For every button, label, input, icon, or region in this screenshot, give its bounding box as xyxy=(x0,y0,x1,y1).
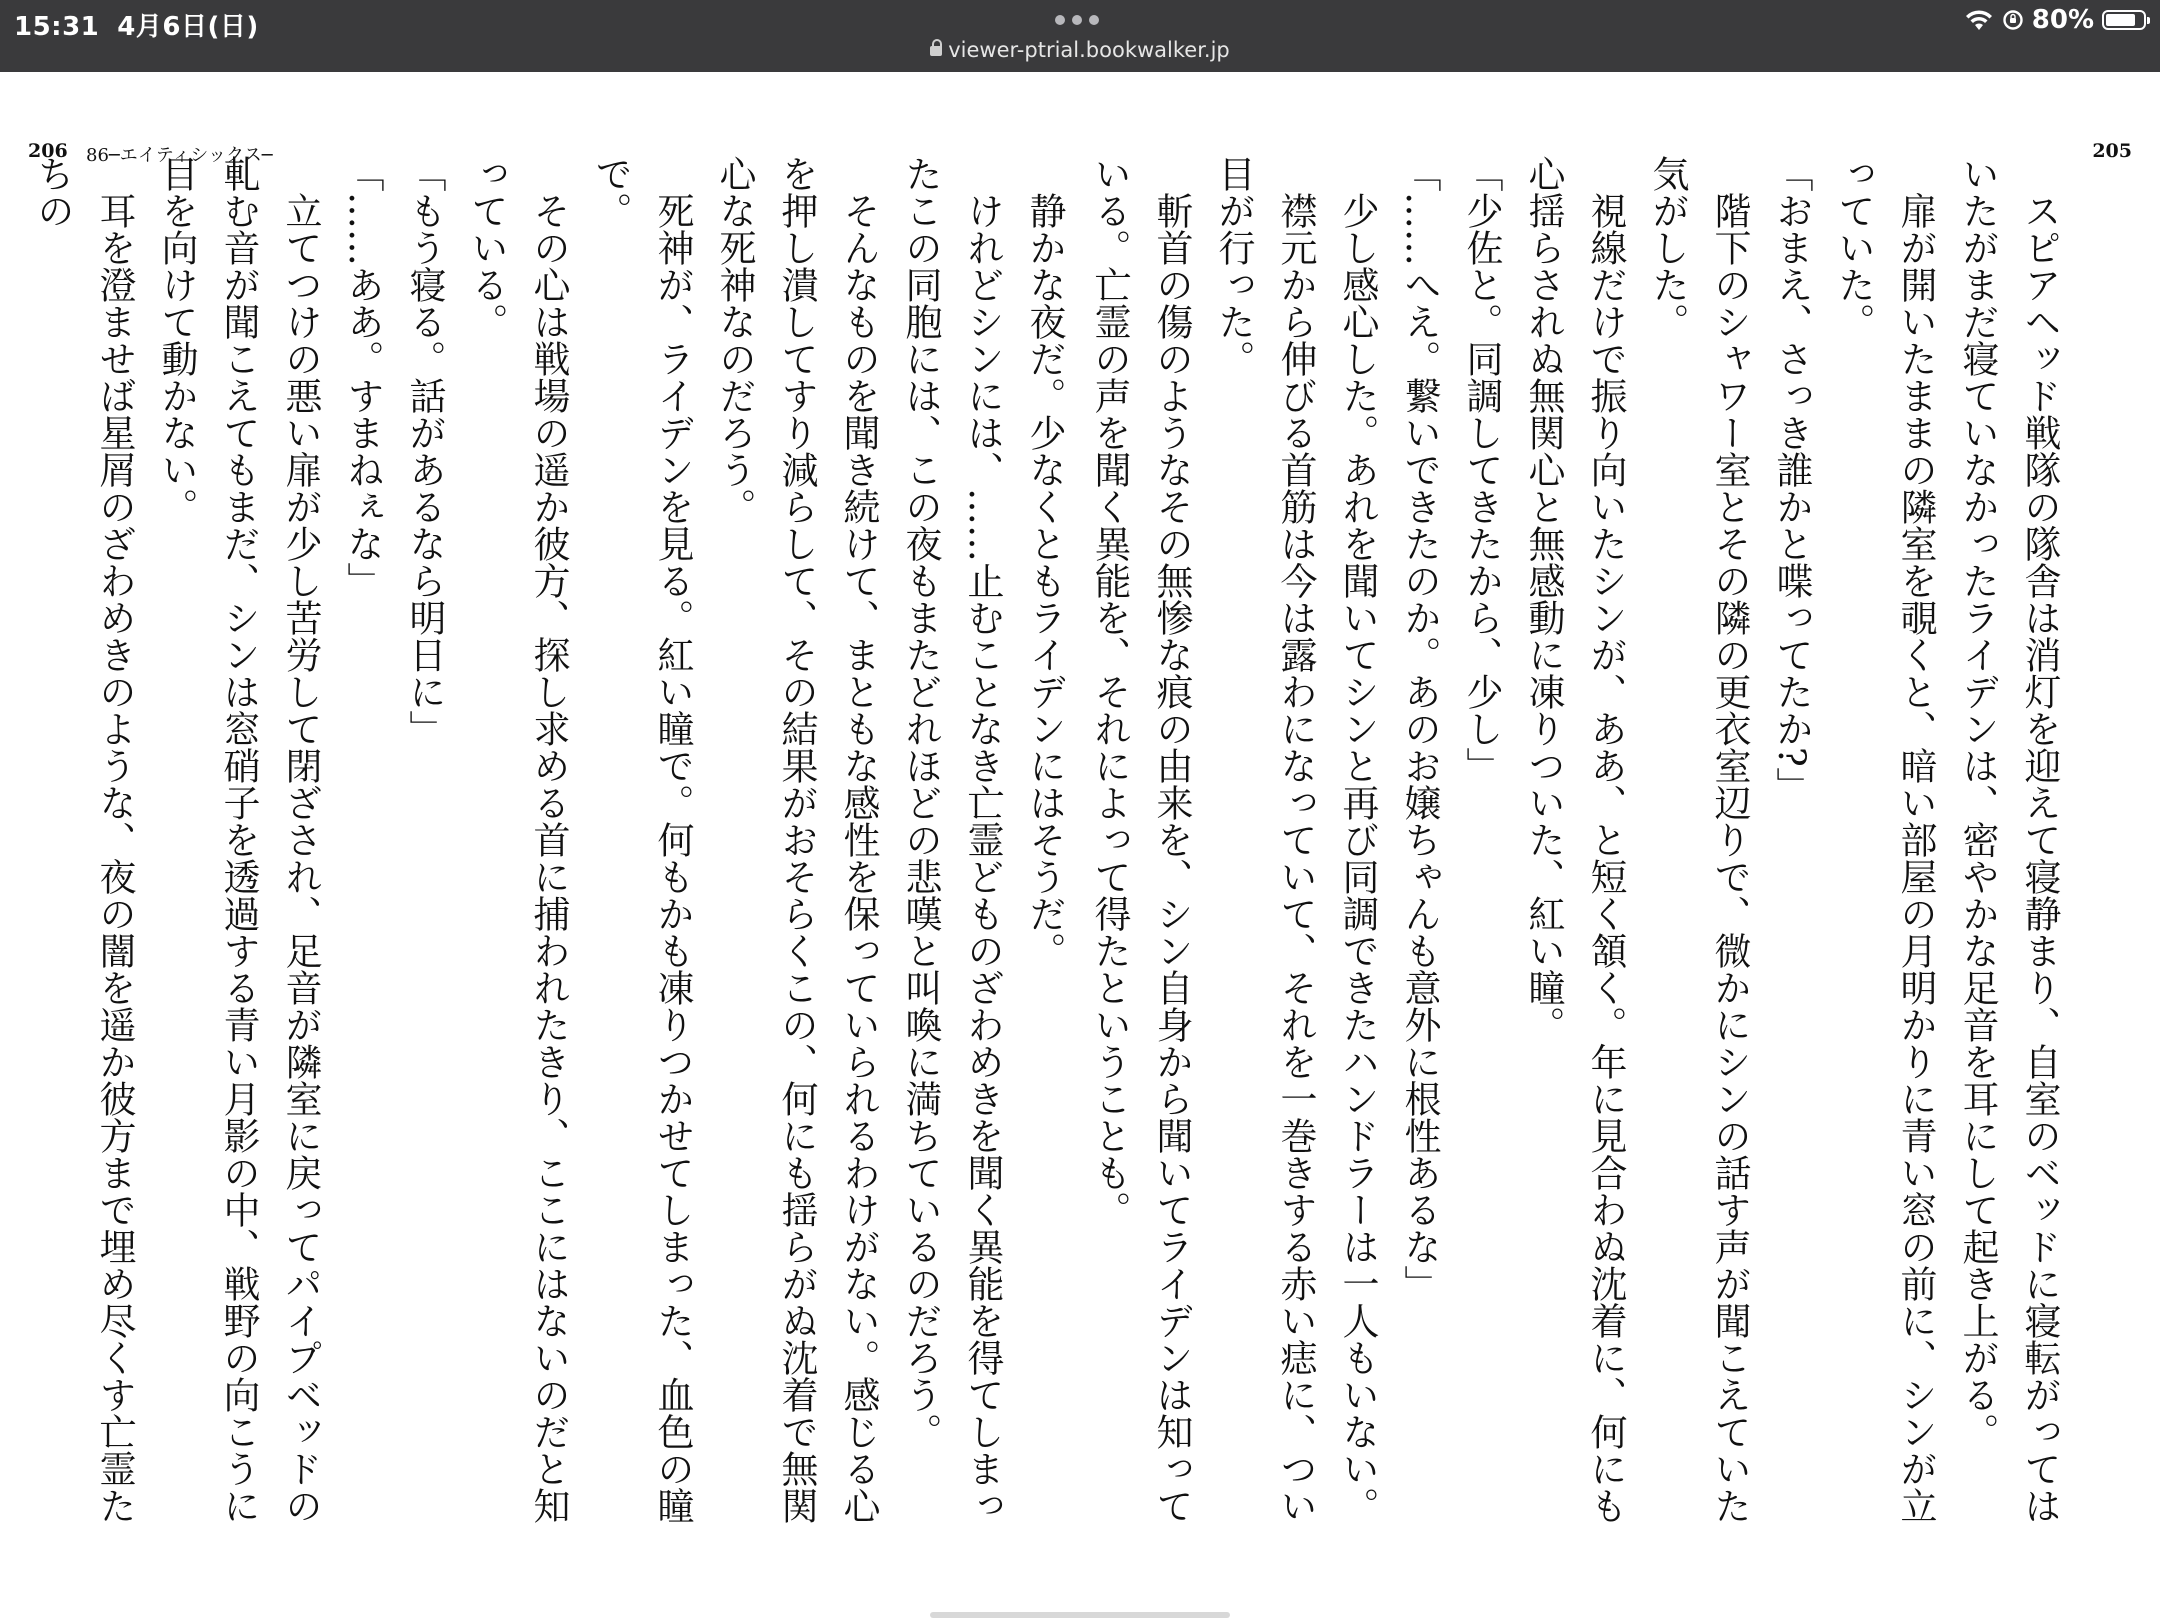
home-indicator[interactable] xyxy=(930,1612,1230,1618)
status-indicators xyxy=(1964,5,2146,35)
status-date-text: 4月6日(日) xyxy=(117,12,259,42)
paragraph: 扉が開いたままの隣室を覗くと、暗い部屋の月明かりに青い窓の前に、シンが立っていた。 xyxy=(1832,155,1937,1524)
paragraph: 「……ああ。すまねぇな」 xyxy=(341,155,384,599)
left-page-number: 206 xyxy=(28,140,68,162)
right-page-number: 205 xyxy=(2092,140,2132,162)
paragraph: 静かな夜だ。少なくともライデンにはそうだ。 xyxy=(1023,192,1066,969)
paragraph: 階下のシャワー室とその隣の更衣室辺りで、微かにシンの話す声が聞こえていた気がした。 xyxy=(1646,155,1751,1524)
status-bar xyxy=(0,0,2160,72)
paragraph: 襟元から伸びる首筋は今は露わになっていて、それを一巻きする赤い痣に、つい目が行った。 xyxy=(1212,155,1317,1524)
url-bar[interactable] xyxy=(0,38,2160,62)
paragraph: 「もう寝る。話があるなら明日に」 xyxy=(403,155,446,747)
wifi-icon xyxy=(1964,8,1994,32)
status-time-text: 15:31 xyxy=(14,12,100,42)
paragraph: 死神が、ライデンを見る。紅い瞳で。何もかも凍りつかせてしまった、血色の瞳で。 xyxy=(589,155,694,1524)
lock-icon xyxy=(930,46,942,56)
paragraph: 斬首の傷のようなその無惨な痕の由来を、シン自身から聞いてライデンは知っている。亡霊の声を聞く異能を、それによって得たということも。 xyxy=(1088,155,1193,1524)
paragraph: 視線だけで振り向いたシンが、ああ、と短く頷く。年に見合わぬ沈着に、何にも心揺らされぬ無関心と無感動に凍りついた、紅い瞳。 xyxy=(1522,155,1627,1524)
multitasking-dots-icon[interactable] xyxy=(1055,15,1099,25)
paragraph: 「少佐と。同調してきたから、少し」 xyxy=(1460,155,1503,784)
battery-fill xyxy=(2106,14,2135,26)
book-title: 86─エイティシックス─ xyxy=(86,145,273,166)
paragraph: けれどシンには、……止むことなき亡霊どものざわめきを聞く異能を得てしまったこの同胞には、この夜もまたどれほどの悲嘆と叫喚に満ちているのだろう。 xyxy=(899,155,1004,1524)
paragraph: そんなものを聞き続けて、まともな感性を保っていられるわけがない。感じる心を押し潰してすり減らして、その結果がおそらくこの、何にも揺らがぬ沈着で無関心な死神なのだろう。 xyxy=(713,155,880,1524)
battery-percentage: 80% xyxy=(2031,5,2094,35)
paragraph: 立てつけの悪い扉が少し苦労して閉ざされ、足音が隣室に戻ってパイプベッドの軋む音が聞こえてもまだ、シンは窓硝子を透過する青い月影の中、戦野の向こうに目を向けて動かない。 xyxy=(155,155,322,1524)
battery-icon xyxy=(2102,10,2146,30)
paragraph: 耳を澄ませば星屑のざわめきのような、夜の闇を遥か彼方まで埋め尽くす亡霊たちの xyxy=(31,155,136,1524)
paragraph: 「……へえ。繋いできたのか。あのお嬢ちゃんも意外に根性あるな」 xyxy=(1398,155,1441,1302)
url-text[interactable]: viewer-ptrial.bookwalker.jp xyxy=(948,38,1230,62)
left-page-text[interactable] xyxy=(31,155,1075,1550)
paragraph: スピアヘッド戦隊の隊舎は消灯を迎えて寝静まり、自室のベッドに寝転がってはいたがまだ寝ていなかったライデンは、密やかな足音を耳にして起き上がる。 xyxy=(1956,155,2061,1524)
orientation-lock-icon xyxy=(2002,9,2024,31)
paragraph: その心は戦場の遥か彼方、探し求める首に捕われたきり、ここにはないのだと知っている。 xyxy=(465,155,570,1524)
right-page-text[interactable] xyxy=(1088,155,2070,1550)
paragraph: 「おまえ、さっき誰かと喋ってたか?」 xyxy=(1770,155,1813,804)
paragraph: 少し感心した。あれを聞いてシンと再び同調できたハンドラーは一人もいない。 xyxy=(1336,192,1379,1524)
